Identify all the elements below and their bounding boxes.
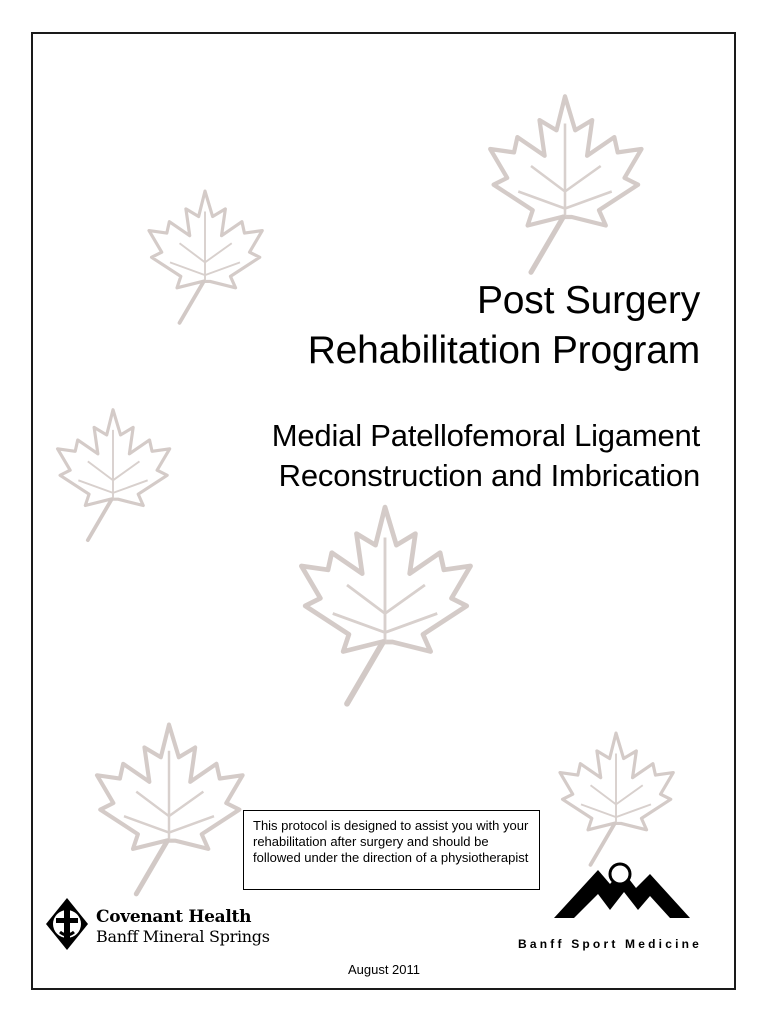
document-date: August 2011 (347, 962, 421, 977)
subtitle-line-1: Medial Patellofemoral Ligament (271, 418, 700, 453)
maple-leaf-icon (84, 718, 254, 898)
title-line-2: Rehabilitation Program (307, 329, 700, 372)
maple-leaf-icon (480, 88, 650, 278)
covenant-cross-icon (44, 896, 90, 957)
protocol-notice (243, 810, 540, 890)
title-line-1: Post Surgery (476, 279, 700, 322)
document-title (308, 276, 700, 376)
bsm-name: Banff Sport Medicine (518, 937, 703, 951)
maple-leaf-icon (50, 404, 176, 544)
covenant-health-logo (44, 896, 270, 957)
protocol-notice-text: This protocol is designed to assist you with your rehabilitation after surgery and should be followed under the direction of a physiotherapist (253, 818, 529, 865)
covenant-name: Covenant Health (96, 906, 252, 927)
covenant-sub: Banff Mineral Springs (96, 926, 270, 946)
maple-leaf-icon (140, 186, 270, 326)
document-subtitle (272, 416, 700, 496)
maple-leaf-icon (548, 728, 684, 868)
banff-sport-medicine-mountain-icon (552, 860, 692, 929)
subtitle-line-2: Reconstruction and Imbrication (278, 458, 700, 493)
maple-leaf-icon (290, 498, 480, 710)
